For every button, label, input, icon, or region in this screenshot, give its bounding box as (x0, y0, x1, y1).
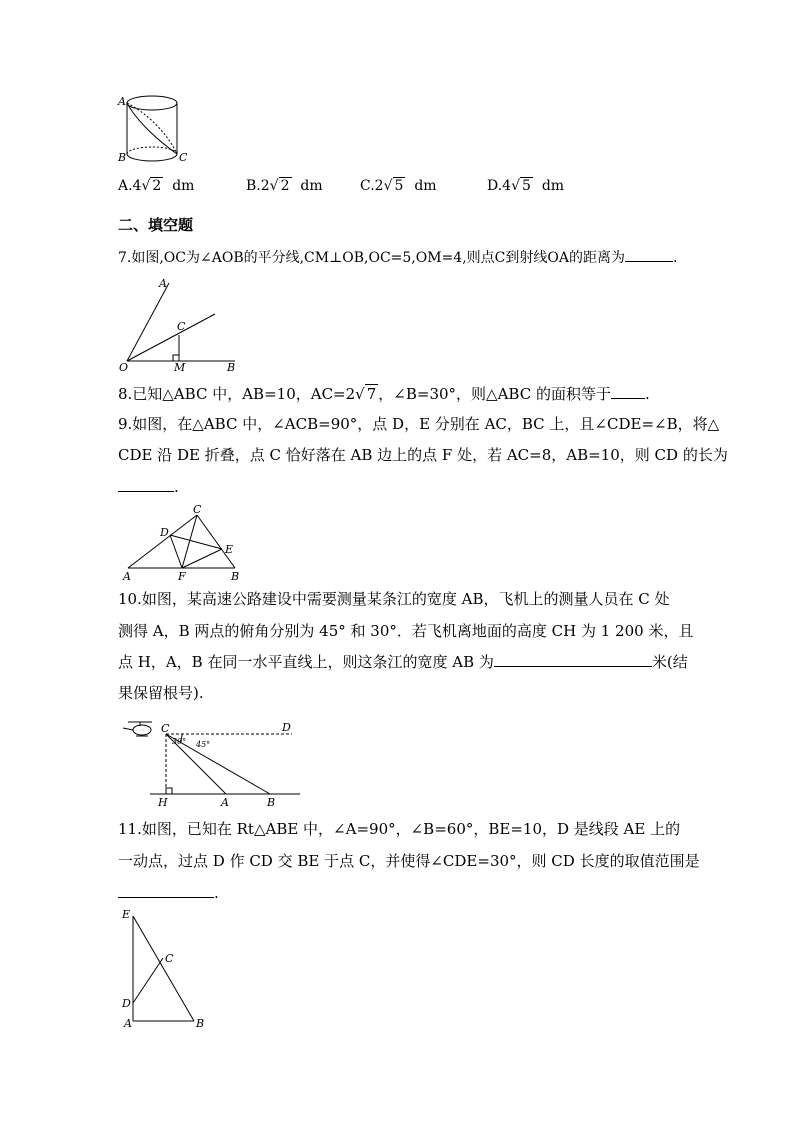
label-B: B (196, 1017, 205, 1030)
label-45: 45° (196, 740, 211, 749)
label-A: A (221, 796, 229, 809)
option-b: B.2√ 2 dm (246, 178, 323, 194)
q10-figure (120, 714, 305, 809)
question-11-line-3: . (118, 878, 708, 908)
label-30: 30° (172, 737, 187, 746)
label-A: A (159, 277, 167, 290)
label-C: C (177, 320, 186, 333)
label-O: O (119, 361, 129, 372)
option-a: A.4√ 2 dm (118, 178, 195, 194)
option-d: D.4√ 5 dm (487, 178, 565, 194)
label-M: M (174, 361, 186, 372)
label-E: E (225, 543, 234, 556)
question-8: 8.已知△ABC 中，AB=10，AC=2√ 7 ，∠B=30°，则△ABC 的面积等于 . (118, 379, 708, 409)
option-c: C.2√ 5 dm (360, 178, 437, 194)
question-7: 7.如图,OC为∠AOB的平分线,CM⊥OB,OC=5,OM=4,则点C到射线OA的距离为 . (118, 243, 708, 273)
label-C: C (165, 952, 174, 965)
q11-figure (118, 906, 218, 1034)
question-10-line-3: 点 H，A，B 在同一水平直线上，则这条江的宽度 AB 为 米(结 (118, 647, 708, 677)
section-heading: 二、填空题 (118, 216, 194, 234)
label-F: F (178, 570, 186, 583)
question-10-line-1: 10.如图，某高速公路建设中需要测量某条江的宽度 AB，飞机上的测量人员在 C 处 (118, 590, 670, 608)
label-D: D (160, 526, 169, 539)
label-B: B (267, 796, 276, 809)
label-A: A (118, 95, 126, 108)
label-C: C (161, 722, 170, 735)
cylinder-figure (115, 92, 195, 170)
q7-figure (115, 276, 245, 372)
label-D: D (282, 721, 291, 734)
helicopter-icon (123, 722, 152, 736)
label-E: E (122, 908, 131, 921)
question-9-line-1: 9.如图，在△ABC 中，∠ACB=90°，点 D，E 分别在 AC，BC 上，且∠CDE=∠B，将△ (118, 415, 720, 433)
question-10-line-4: 果保留根号). (118, 684, 204, 702)
question-11-line-1: 11.如图，已知在 Rt△ABE 中，∠A=90°，∠B=60°，BE=10，D 是线段 AE 上的 (118, 820, 681, 838)
label-B: B (227, 361, 236, 372)
label-H: H (158, 796, 168, 809)
label-B: B (118, 151, 127, 164)
q9-figure (118, 503, 248, 583)
label-A: A (124, 1017, 132, 1030)
label-B: B (231, 570, 240, 583)
question-9-line-2: CDE 沿 DE 折叠，点 C 恰好落在 AB 边上的点 F 处，若 AC=8，AB=10，则 CD 的长为 (118, 446, 728, 464)
label-A: A (123, 570, 131, 583)
label-D: D (122, 997, 131, 1010)
label-C: C (193, 503, 202, 516)
label-C: C (179, 151, 188, 164)
question-10-line-2: 测得 A，B 两点的俯角分别为 45° 和 30°．若飞机离地面的高度 CH 为 1 200 米，且 (118, 622, 694, 640)
question-11-line-2: 一动点，过点 D 作 CD 交 BE 于点 C，并使得∠CDE=30°，则 CD 长度的取值范围是 (118, 852, 700, 870)
question-9-line-3: . (118, 472, 708, 502)
